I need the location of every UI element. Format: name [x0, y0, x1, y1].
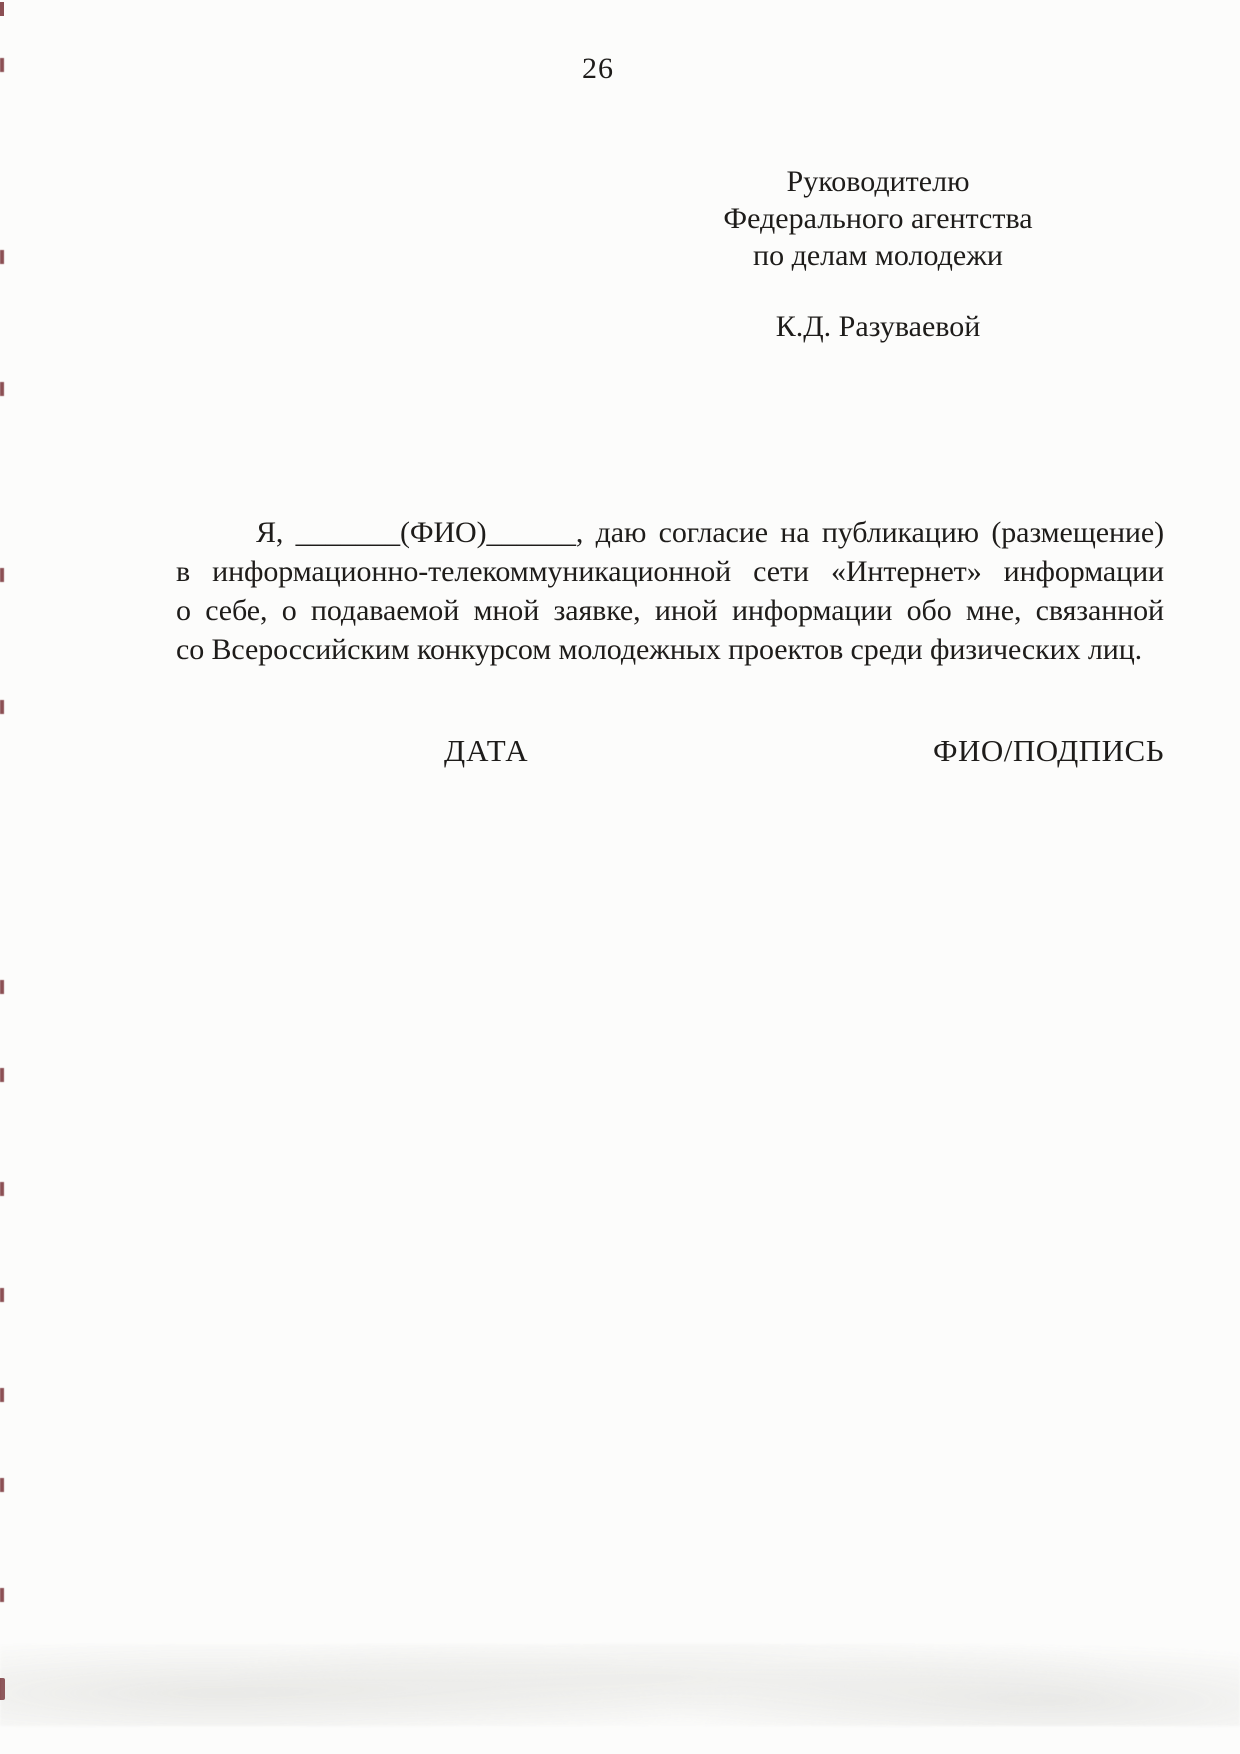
paragraph-line: о себе, о подаваемой мной заявке, иной информации обо мне, связанной [176, 594, 1164, 627]
signature-label: ФИО/ПОДПИСЬ [932, 733, 1164, 768]
scan-bottom-artifact [0, 1644, 1240, 1726]
recipient-line: по делам молодежи [753, 239, 1003, 272]
signature-row [176, 733, 1164, 773]
paragraph-line: Я, _______(ФИО)______, даю согласие на публикацию (размещение) [256, 516, 1164, 549]
recipient-block [700, 163, 1056, 345]
recipient-line: Руководителю [786, 165, 970, 198]
paragraph-line: со Всероссийским конкурсом молодежных проектов среди физических лиц. [176, 633, 1143, 666]
scan-edge-marks [0, 2, 4, 16]
recipient-name: К.Д. Разуваевой [775, 310, 981, 343]
consent-paragraph [176, 513, 1164, 669]
recipient-line: Федерального агентства [723, 202, 1033, 235]
date-label: ДАТА [444, 733, 529, 768]
paragraph-line: в информационно-телекоммуникационной сети «Интернет» информации [176, 555, 1164, 588]
page-number: 26 [582, 52, 614, 85]
